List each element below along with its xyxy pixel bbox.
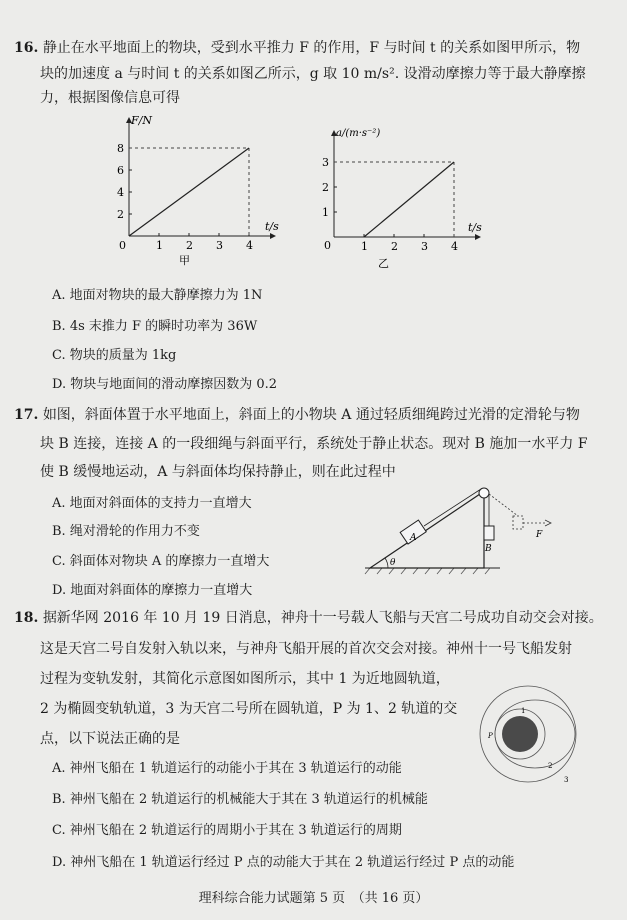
y-tick-label: 2 (322, 181, 329, 194)
orbit-1-label: 1 (521, 707, 526, 715)
q17-option-b: B. 绳对滑轮的作用力不变 (52, 524, 200, 539)
q17-option-d: D. 地面对斜面体的摩擦力一直增大 (52, 583, 253, 598)
block-a-label: A (410, 533, 417, 543)
q18-line1: 据新华网 2016 年 10 月 19 日消息，神舟十一号载人飞船与天宫二号成功自动交会对接。 (42, 610, 603, 626)
q18-option-b: B. 神州飞船在 2 轨道运行的机械能大于其在 3 轨道运行的机械能 (52, 792, 428, 807)
chart-caption: 甲 (179, 254, 190, 267)
series-line (364, 162, 454, 237)
q16-stem (14, 36, 614, 60)
series-line (129, 148, 249, 236)
block-b-displaced (513, 516, 523, 529)
q16-option-b: B. 4s 末推力 F 的瞬时功率为 36W (52, 319, 258, 334)
q16-line3: 力，根据图像信息可得 (40, 90, 180, 106)
q18-line3: 过程为变轨发射，其简化示意图如图所示，其中 1 为近地圆轨道， (40, 671, 450, 687)
force-f-arrowhead (545, 520, 551, 526)
q17-line1: 如图，斜面体置于水平地面上，斜面上的小物块 A 通过轻质细绳跨过光滑的定滑轮与物 (42, 407, 580, 423)
x-tick-label: 3 (421, 240, 428, 253)
q16-option-a: A. 地面对物块的最大静摩擦力为 1N (52, 288, 263, 303)
y-tick-label: 1 (322, 206, 329, 219)
q17-line2: 块 B 连接，连接 A 的一段细绳与斜面平行，系统处于静止状态。现对 B 施加一水平力 F (40, 436, 588, 452)
chart-caption: 乙 (378, 257, 389, 270)
angle-arc (385, 558, 388, 568)
point-p-label: P (488, 732, 493, 740)
block-b (484, 526, 494, 540)
page-footer: 理科综合能力试题第 5 页 （共 16 页） (198, 891, 429, 906)
x-tick-label: 4 (451, 240, 458, 253)
q16-option-d: D. 物块与地面间的滑动摩擦因数为 0.2 (52, 377, 278, 392)
x-axis-label: t/s (265, 220, 279, 233)
rope-displaced (489, 494, 518, 516)
x-tick-label: 3 (216, 239, 223, 252)
q17-stem (14, 403, 614, 427)
q17-figure (360, 486, 560, 576)
y-tick-label: 4 (117, 186, 124, 199)
q16-number: 16. (14, 40, 39, 56)
q18-orbit-figure (470, 680, 600, 790)
orbit-3-label: 3 (564, 776, 569, 784)
q18-option-a: A. 神州飞船在 1 轨道运行的动能小于其在 3 轨道运行的动能 (52, 761, 402, 776)
y-tick-label: 3 (322, 156, 329, 169)
chart-yi (318, 125, 498, 275)
force-f-label: F (536, 530, 543, 540)
x-axis-label: t/s (468, 221, 482, 234)
q18-stem (14, 606, 614, 630)
q18-option-c: C. 神州飞船在 2 轨道运行的周期小于其在 3 轨道运行的周期 (52, 823, 402, 838)
y-axis-label: a/(m·s⁻²) (336, 128, 381, 139)
q18-option-d: D. 神州飞船在 1 轨道运行经过 P 点的动能大于其在 2 轨道运行经过 P 点的动能 (52, 855, 515, 870)
ground-hatching (365, 568, 490, 574)
q18-line5: 点，以下说法正确的是 (40, 731, 180, 747)
q16-line2: 块的加速度 a 与时间 t 的关系如图乙所示，g 取 10 m/s². 设滑动摩擦力等于最大静摩擦 (40, 66, 586, 82)
block-b-label: B (485, 544, 492, 554)
q18-number: 18. (14, 610, 39, 626)
rope-incline (424, 489, 481, 526)
y-axis-label: F/N (131, 114, 152, 127)
q17-option-c: C. 斜面体对物块 A 的摩擦力一直增大 (52, 554, 270, 569)
theta-label: θ (390, 558, 396, 568)
pulley (479, 488, 489, 498)
q18-line4: 2 为椭圆变轨轨道，3 为天宫二号所在圆轨道，P 为 1、2 轨道的交 (40, 701, 458, 717)
x-tick-label: 1 (156, 239, 163, 252)
orbit-2-label: 2 (548, 762, 553, 770)
q18-line2: 这是天宫二号自发射入轨以来，与神舟飞船开展的首次交会对接。神州十一号飞船发射 (40, 641, 572, 657)
x-tick-label: 4 (246, 239, 253, 252)
x-tick-label: 1 (361, 240, 368, 253)
origin-label: 0 (119, 239, 126, 252)
incline (370, 494, 484, 568)
origin-label: 0 (324, 239, 331, 252)
chart-jia (105, 112, 285, 272)
x-tick-label: 2 (186, 239, 193, 252)
q17-number: 17. (14, 407, 39, 423)
q16-option-c: C. 物块的质量为 1kg (52, 348, 177, 363)
x-tick-label: 2 (391, 240, 398, 253)
q16-line1: 静止在水平地面上的物块，受到水平推力 F 的作用，F 与时间 t 的关系如图甲所示，物 (42, 40, 581, 56)
y-tick-label: 8 (117, 142, 124, 155)
q17-option-a: A. 地面对斜面体的支持力一直增大 (52, 496, 252, 511)
q17-line3: 使 B 缓慢地运动，A 与斜面体均保持静止，则在此过程中 (40, 464, 396, 480)
y-tick-label: 6 (117, 164, 124, 177)
y-tick-label: 2 (117, 208, 124, 221)
earth (502, 716, 538, 752)
